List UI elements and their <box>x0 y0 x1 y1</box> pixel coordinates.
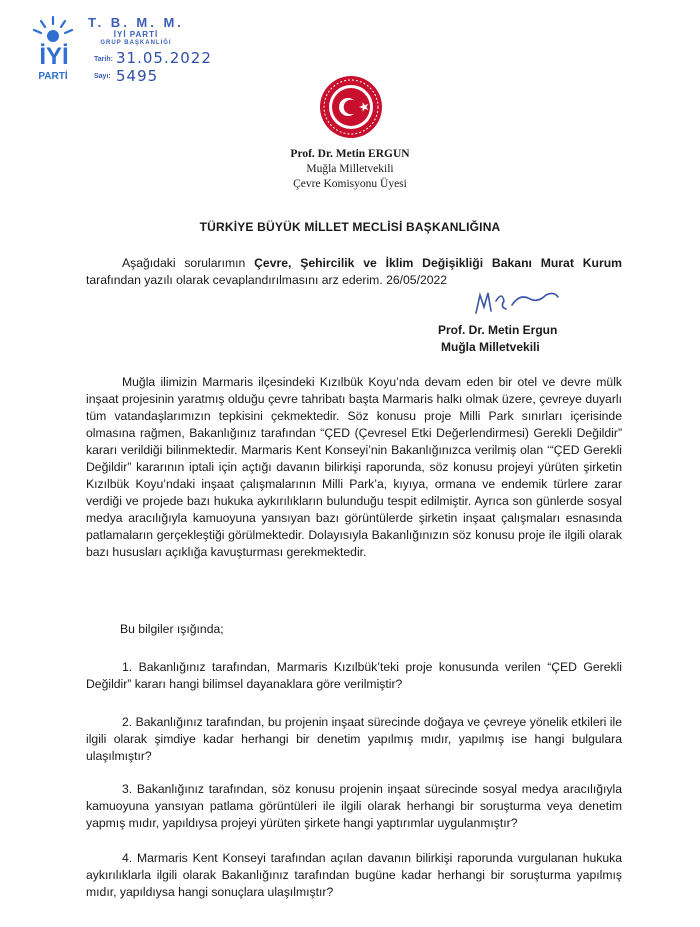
intro-text-1: Aşağıdaki sorularımın <box>122 256 255 270</box>
handwritten-signature <box>472 287 562 317</box>
stamp-number-value: 5495 <box>116 67 159 85</box>
question-3: 3. Bakanlığınız tarafından, söz konusu projenin inşaat sürecinde sosyal medya aracılığıyla kamuoyuna yansıyan patlama görüntüleri ile ilgili olarak herhangi bir soruşturma veya denetim yapmış mıdır, yapıldıysa projeyi yürüten şirkete hangi yaptırımlar uygulanmıştır? <box>86 782 622 830</box>
stamp-number-label: Sayı: <box>94 73 111 80</box>
party-logo-sub: PARTİ <box>38 71 68 82</box>
party-logo <box>30 14 76 86</box>
intro-minister: Çevre, Şehircilik ve İklim Değişikliği Bakanı Murat Kurum <box>254 256 622 270</box>
stamp-org-line3: GRUP BAŞKANLIĞI <box>100 40 172 46</box>
parliament-emblem <box>318 74 384 140</box>
party-logo-text: İYİ <box>39 43 69 70</box>
question-1: 1. Bakanlığınız tarafından, Marmaris Kızılbük’teki proje konusunda verilen “ÇED Gerekli Değildir” kararı hangi bilimsel dayanaklara göre verilmiştir? <box>86 660 622 691</box>
stamp-date-value: 31.05.2022 <box>116 49 212 67</box>
stamp-date-label: Tarih: <box>94 56 113 63</box>
body-paragraph: Muğla ilimizin Marmaris ilçesindeki Kızılbük Koyu’nda devam eden bir otel ve devre mülk inşaat projesinin yaratmış olduğu çevre tahribatı başta Marmaris halkı olmak üzere, çevreye duyarlı tüm vatandaşlarımızın tepkisini çekmektedir. Söz konusu proje Milli Park sınırları içerisinde olmasına rağmen, Bakanlığınız tarafından “ÇED (Çevresel Etki Değerlendirmesi) Gerekli Değildir” kararı verildiği bilinmektedir. Marmaris Kent Konseyi’nin Bakanlığınızca verilmiş olan ‘“ÇED Gerekli Değildir” kararının iptali için açtığı davanın bilirkişi raporunda, söz konusu projeyi yürüten şirketin Kızılbük Koyu’ndaki inşaat çalışmalarının Milli Park’a, kıyıya, ormana ve endemik türlere zarar verdiği ve projede bazı hukuka aykırılıkların bulunduğu tespit edilmiştir. Ayrıca son günlerde sosyal medya aracılığıyla kamuoyuna yansıyan bazı görüntülerde şirketin inşaat çalışmaları esnasında patlamaların gerçekleştiği görülmektedir. Dolayısıyla Bakanlığınızın söz konusu proje ile ilgili olarak bazı hususları açıklığa kavuşturması gerekmektedir. <box>86 375 622 559</box>
author-role: Muğla Milletvekili <box>306 163 394 175</box>
stamp-org-line2: İYİ PARTİ <box>113 30 159 39</box>
author-committee: Çevre Komisyonu Üyesi <box>293 178 407 190</box>
signature-role: Muğla Milletvekili <box>441 340 540 354</box>
intro-paragraph <box>86 255 622 289</box>
intro-text-2: tarafından yazılı olarak cevaplandırılmasını arz ederim. 26/05/2022 <box>86 273 448 287</box>
parliament-emblem-icon <box>318 74 384 140</box>
signature-block <box>438 322 557 356</box>
question-2: 2. Bakanlığınız tarafından, bu projenin inşaat sürecinde doğaya ve çevreye yönelik etkileri ile ilgili olarak şimdiye kadar herhangi bir denetim yapılmış mıdır, yapılmış ise hangi bulgulara ulaşılmıştır? <box>86 715 622 763</box>
stamp-org-line1: T. B. M. M. <box>88 15 184 30</box>
document-heading: TÜRKİYE BÜYÜK MİLLET MECLİSİ BAŞKANLIĞINA <box>199 220 501 234</box>
registry-stamp <box>88 15 238 85</box>
lead-in-text: Bu bilgiler ışığında; <box>120 622 224 636</box>
author-name: Prof. Dr. Metin ERGUN <box>290 148 410 160</box>
signature-name: Prof. Dr. Metin Ergun <box>438 323 558 337</box>
question-4: 4. Marmaris Kent Konseyi tarafından açılan davanın bilirkişi raporunda vurgulanan hukuka aykırılıklarla ilgili olarak Bakanlığınız tarafından bugüne kadar herhangi bir soruşturma yapılmış mıdır, yapıldıysa hangi sonuçlara ulaşılmıştır? <box>86 851 622 899</box>
author-block <box>0 147 700 192</box>
